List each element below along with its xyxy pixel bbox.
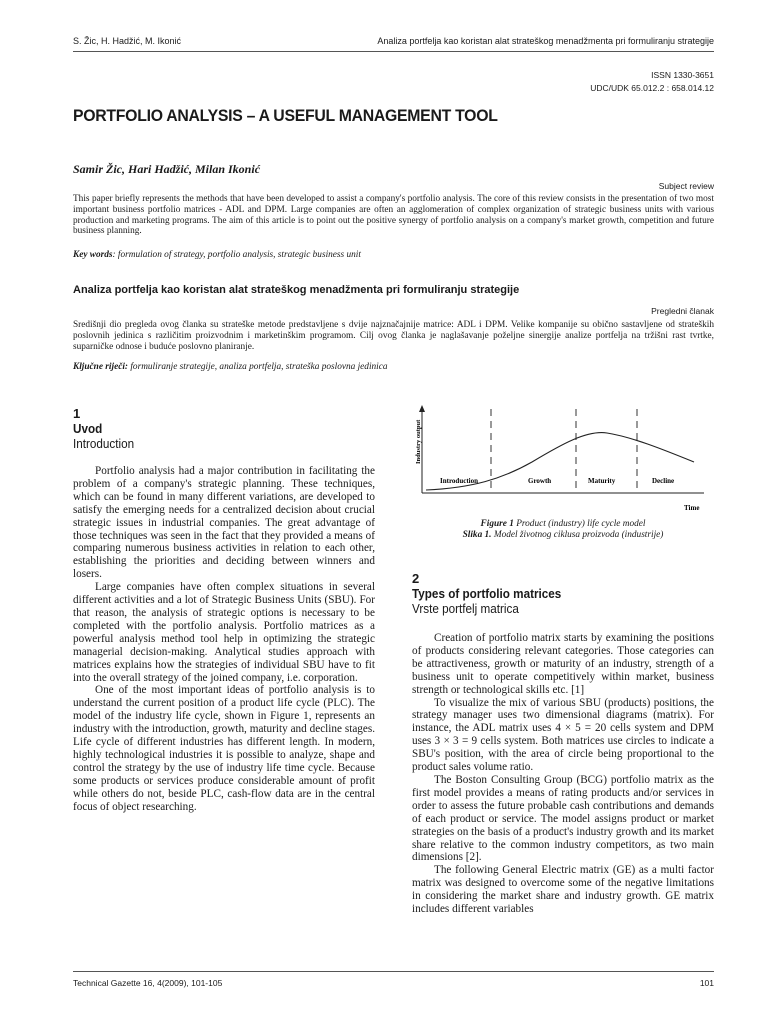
section1-number: 1: [73, 406, 81, 421]
section1-title-en: Introduction: [73, 436, 135, 451]
paragraph: To visualize the mix of various SBU (products) positions, the strategy manager uses two dimensional diagrams (matrix). For instance, the ADL matrix uses 4 × 5 = 20 cells system and DPM uses 3 × 3 = 9 cells system. Both matrices use circles to indicate a SBU's position, with the area of circle being proportional to the product sales volume ratio.: [412, 696, 714, 774]
figure1-caption-en-label: Figure 1: [480, 519, 514, 529]
stage-label-introduction: Introduction: [440, 477, 478, 485]
paragraph: One of the most important ideas of portfolio analysis is to understand the current position of a product life cycle (PLC). The model of the industry life cycle, shown in Figure 1, represents an industry with the introduction, growth, maturity and decline stages. Life cycle of different industries has different length. In modern, highly technological industries it is possible to analyze, shape and control the strategy by the use of industry life time cycle. Because some products or services produce considerable amount of profit while others do not, beside PLC, cash-flow data are in the central focus of object researching.: [73, 684, 375, 813]
keywords-label-hr: Ključne riječi:: [73, 362, 129, 372]
header-running-title: Analiza portfelja kao koristan alat strateškog menadžmenta pri formuliranju strategije: [377, 36, 714, 46]
stage-label-maturity: Maturity: [588, 477, 616, 485]
article-title-hr: Analiza portfelja kao koristan alat strateškog menadžmenta pri formuliranju strategije: [73, 284, 520, 296]
y-axis-label: Industry output: [415, 419, 422, 464]
footer-journal: Technical Gazette 16, 4(2009), 101-105: [73, 978, 223, 988]
article-title: PORTFOLIO ANALYSIS – A USEFUL MANAGEMENT TOOL: [73, 106, 498, 125]
article-authors: Samir Žic, Hari Hadžić, Milan Ikonić: [73, 162, 261, 176]
section1-body: [73, 465, 375, 813]
section2-title-en: Types of portfolio matrices: [412, 586, 562, 601]
keywords-text-hr: formuliranje strategije, analiza portfelja, strateška poslovna jedinica: [128, 362, 388, 372]
figure1-caption-en-text: Product (industry) life cycle model: [513, 519, 646, 529]
paragraph: The following General Electric matrix (GE) as a multi factor matrix was designed to overcome some of the negative limitations in considering the market share and industry growth. GE matrix includes different variables: [412, 864, 714, 916]
header-rule: [73, 51, 714, 52]
stage-label-growth: Growth: [528, 477, 552, 485]
abstract-en: This paper briefly represents the methods that have been developed to assist a company's portfolio analysis. The core of this review consists in the presentation of two most important business portfolio matrices - ADL and DPM. Large companies are often an agglomeration of complex organization of strategic business units with various production and marketing programs. The aim of this article is to point out the positive synergy of portfolio analysis on a company's market growth, competition and future business planning.: [73, 194, 714, 237]
figure1-caption-en: [412, 519, 714, 530]
keywords-text-en: : formulation of strategy, portfolio analysis, strategic business unit: [112, 250, 361, 260]
figure1-caption-hr-label: Slika 1.: [462, 530, 492, 540]
abstract-hr: Središnji dio pregleda ovog članka su strateške metode predstavljene s dvije najznačajnije matrice: ADL i DPM. Velike kompanije su obično sastavljene od strateških poslovnih jedinica s različitim proizvodnim i marketinškim programom. Cilj ovog članka je naglašavanje poželjne sinergije analize portfelja na tržišni rast tvrtke, suparničke odnose i buduće poslovno planiranje.: [73, 320, 714, 352]
section1-heading: [73, 406, 141, 451]
stage-label-decline: Decline: [652, 477, 675, 485]
article-type-hr: Pregledni članak: [651, 306, 714, 316]
keywords-en: [73, 250, 361, 260]
figure1-plot: [412, 404, 714, 518]
footer-page-number: 101: [699, 978, 714, 988]
figure1-caption-hr-text: Model životnog ciklusa proizvoda (industrije): [491, 530, 664, 540]
article-type-en: Subject review: [658, 181, 714, 191]
figure1-caption: [412, 519, 714, 541]
header-authors: S. Žic, H. Hadžić, M. Ikonić: [73, 36, 182, 46]
section1-title-hr: Uvod: [73, 421, 103, 436]
section2-number: 2: [412, 571, 420, 586]
issn: ISSN 1330-3651: [651, 70, 714, 80]
paragraph: Creation of portfolio matrix starts by examining the positions of products considering relevant categories. Those categories can be attractiveness, growth or maturity of an industry, strength of a business unit to operate competitively within market, business strength or technological skills etc. [1]: [412, 632, 714, 696]
paragraph: Portfolio analysis had a major contribution in facilitating the problem of a company's strategic planning. These techniques, which can be found in many different variations, are developed to satisfy the emerging needs for a centralized decision about crucial strategic issues in industrial companies. The great advantage of those techniques was seen in the fact that they provided a means of comparing numerous business activities in relation to each other, establishing the priorities and deciding between winners and losers.: [73, 465, 375, 581]
y-axis-arrow: [419, 405, 425, 412]
paragraph: Large companies have often complex situations in several different activities and a lot of Strategic Business Units (SBU). For that reason, the analysis of strategic options is necessary to be completed with the portfolio analysis. Portfolio matrices as a powerful analysis method tool help in optimizing the strategic managerial decision-making. Analytical studies approach with matrices explains how the strategies of individual SBU have to fit into the overall strategy of the joined company, i.e. corporation.: [73, 581, 375, 684]
section2-heading: [412, 571, 578, 616]
figure1-caption-hr: [412, 530, 714, 541]
issn-block: [590, 69, 714, 95]
udc: UDC/UDK 65.012.2 : 658.014.12: [590, 83, 714, 93]
section2-body: [412, 632, 714, 916]
keywords-hr: [73, 362, 388, 372]
footer-rule: [73, 971, 714, 972]
x-axis-label: Time: [684, 504, 700, 512]
section2-title-hr: Vrste portfelj matrica: [412, 601, 519, 616]
keywords-label-en: Key words: [73, 250, 113, 260]
paragraph: The Boston Consulting Group (BCG) portfolio matrix as the first model provides a means of rating products and/or services in order to assess the future probable cash contributions and demands of each product or service. The model assigns product or market strategies on the basis of a product's industry growth and its market share relative to the common industry competitors, as two main dimensions [2].: [412, 773, 714, 864]
